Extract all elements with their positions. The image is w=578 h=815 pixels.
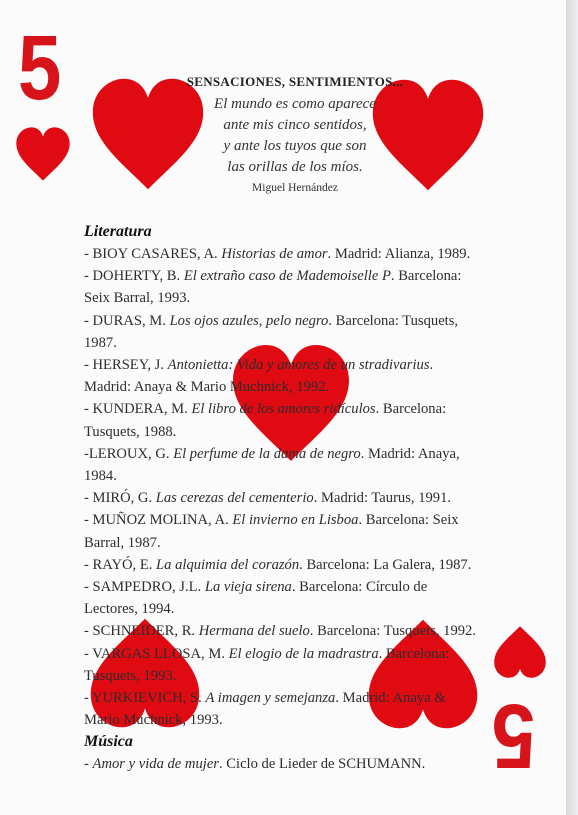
heart-icon-small-top bbox=[14, 124, 72, 184]
entry-publication: . Madrid: Alianza, 1989. bbox=[327, 246, 471, 262]
bibliography-entry bbox=[84, 265, 478, 309]
entry-title: La vieja sirena bbox=[204, 579, 292, 596]
bibliography-entry bbox=[84, 643, 478, 687]
musica-list bbox=[84, 753, 478, 775]
section-heading-musica: Música bbox=[84, 733, 133, 751]
entry-publication: . Barcelona: Tusquets, 1993. bbox=[84, 645, 450, 684]
poem-line: ante mis cinco sentidos, bbox=[223, 117, 367, 133]
bibliography-entry bbox=[84, 620, 478, 642]
entry-title: A imagen y semejanza bbox=[205, 690, 336, 707]
entry-title: El invierno en Lisboa bbox=[232, 512, 359, 529]
entry-author: - DURAS, M. bbox=[84, 312, 166, 329]
bibliography-entry bbox=[84, 443, 478, 487]
entry-title: La alquimia del corazón bbox=[156, 556, 300, 573]
epigraph bbox=[150, 74, 440, 194]
literatura-list bbox=[84, 243, 478, 731]
entry-author: - VARGAS LLOSA, M. bbox=[84, 645, 225, 662]
bibliography-entry bbox=[84, 398, 478, 442]
epigraph-author: Miguel Hernández bbox=[252, 182, 338, 194]
entry-title: El elogio de la madrastra bbox=[228, 645, 379, 662]
entry-title: Los ojos azules, pelo negro bbox=[169, 312, 329, 329]
section-heading-literatura: Literatura bbox=[84, 223, 152, 240]
entry-author: -LEROUX, G. bbox=[84, 445, 170, 462]
entry-publication: . Madrid: Anaya & Mario Muchnick, 1993. bbox=[84, 690, 446, 729]
entry-author: - HERSEY, J. bbox=[84, 357, 165, 374]
heart-icon-small-bottom bbox=[492, 622, 548, 682]
entry-publication: . Barcelona: Seix Barral, 1987. bbox=[84, 512, 459, 551]
epigraph-title: SENSACIONES, SENTIMIENTOS... bbox=[186, 74, 404, 89]
entry-author: - RAYÓ, E. bbox=[84, 556, 153, 573]
entry-author: - bbox=[84, 756, 89, 773]
entry-author: - MIRÓ, G. bbox=[84, 490, 153, 507]
entry-title: Amor y vida de mujer bbox=[92, 756, 219, 773]
entry-author: - MUÑOZ MOLINA, A. bbox=[84, 512, 229, 529]
entry-publication: . Madrid: Anaya, 1984. bbox=[84, 445, 460, 485]
poem-line: El mundo es como aparece bbox=[214, 96, 376, 112]
entry-title: Las cerezas del cementerio bbox=[155, 490, 314, 507]
entry-publication: . Barcelona: Círculo de Lectores, 1994. bbox=[84, 579, 428, 618]
rank-bottom-right: 5 bbox=[491, 685, 536, 787]
bibliography-entry bbox=[84, 509, 478, 553]
entry-title: El perfume de la dama de negro bbox=[173, 445, 361, 462]
bibliography bbox=[84, 221, 478, 776]
bibliography-entry bbox=[84, 753, 478, 775]
entry-publication: . Barcelona: Tusquets, 1987. bbox=[84, 312, 459, 351]
entry-author: - KUNDERA, M. bbox=[84, 401, 188, 418]
bibliography-entry bbox=[84, 487, 478, 509]
bibliography-entry bbox=[84, 576, 478, 620]
entry-publication: . Barcelona: Tusquets, 1988. bbox=[84, 401, 447, 440]
entry-author: - DOHERTY, B. bbox=[84, 268, 181, 285]
poem-line: y ante los tuyos que son bbox=[223, 138, 367, 154]
entry-title: El libro de los amores ridículos bbox=[191, 401, 376, 418]
bibliography-entry bbox=[84, 310, 478, 354]
rank-top-left: 5 bbox=[17, 17, 62, 119]
epigraph-poem bbox=[150, 94, 440, 178]
entry-author: - SAMPEDRO, J.L. bbox=[84, 579, 202, 596]
entry-author: - YURKIEVICH, S. bbox=[84, 690, 202, 707]
entry-title: El extraño caso de Mademoiselle P bbox=[183, 268, 391, 285]
entry-publication: . Madrid: Taurus, 1991. bbox=[313, 490, 452, 507]
entry-publication: . Barcelona: Tusquets, 1992. bbox=[309, 623, 476, 640]
entry-author: - BIOY CASARES, A. bbox=[84, 246, 218, 262]
entry-publication: . Barcelona: La Galera, 1987. bbox=[299, 556, 472, 573]
bibliography-entry bbox=[84, 554, 478, 576]
entry-author: - SCHNEIDER, R. bbox=[84, 623, 196, 640]
entry-publication: . Ciclo de Lieder de SCHUMANN. bbox=[218, 756, 426, 773]
entry-title: Hermana del suelo bbox=[198, 623, 310, 640]
poem-line: las orillas de los míos. bbox=[227, 159, 363, 175]
page-edge bbox=[566, 0, 578, 815]
entry-publication: . Barcelona: Seix Barral, 1993. bbox=[84, 268, 462, 307]
entry-publication: . Madrid: Anaya & Mario Muchnick, 1992. bbox=[84, 357, 434, 396]
bibliography-entry bbox=[84, 687, 478, 731]
entry-title: Historias de amor bbox=[221, 246, 328, 262]
bibliography-entry bbox=[84, 243, 478, 265]
bibliography-entry bbox=[84, 354, 478, 398]
entry-title: Antonietta: Vida y amores de un stradivarius bbox=[167, 357, 430, 374]
